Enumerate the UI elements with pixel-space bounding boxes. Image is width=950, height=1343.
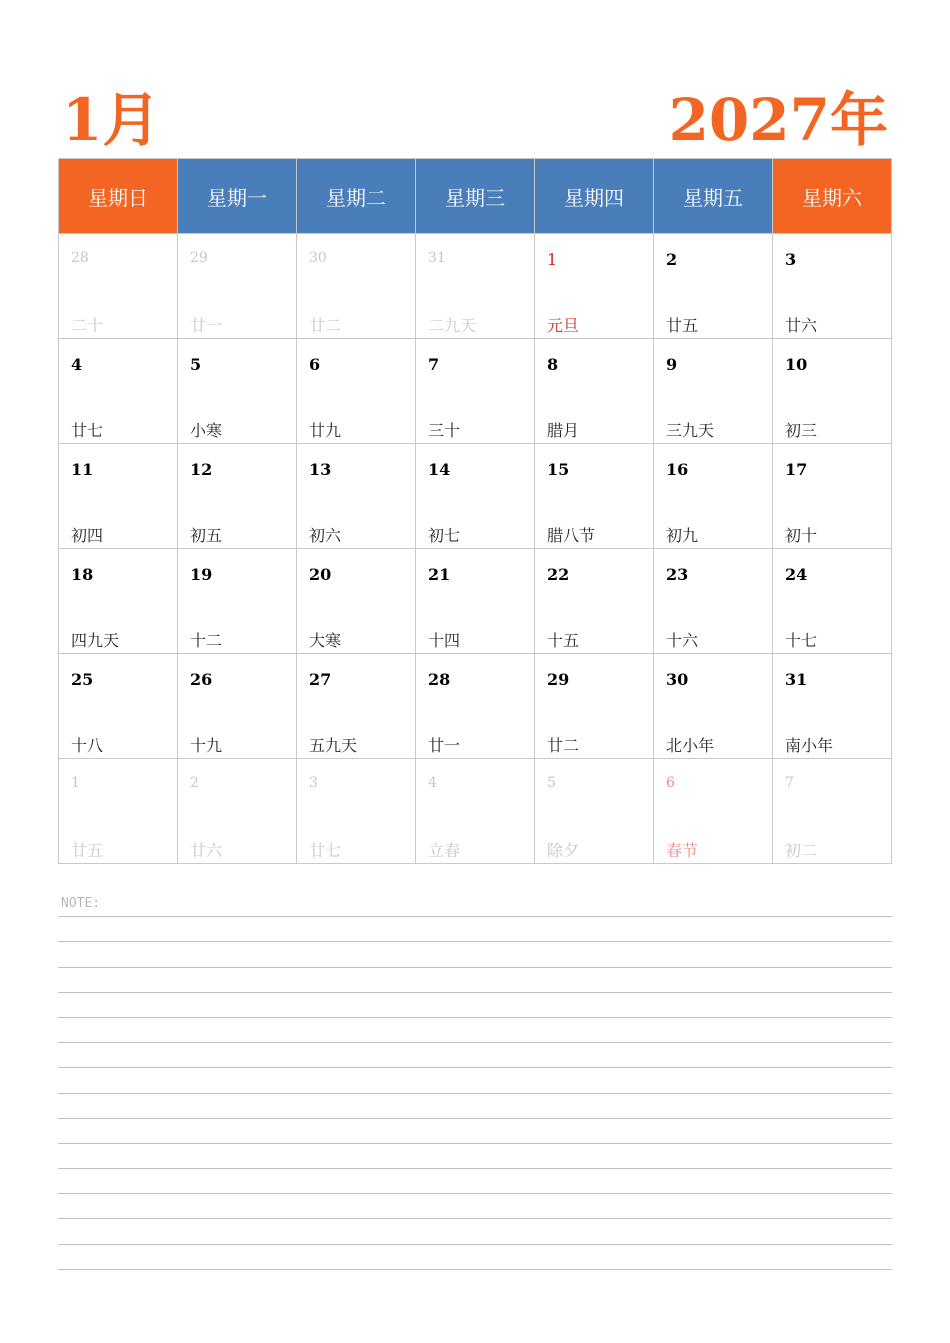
weekday-header-sunday: 星期日 (59, 159, 178, 234)
day-cell[interactable] (297, 234, 416, 339)
lunar-date: 初四 (71, 526, 104, 545)
lunar-date: 初十 (785, 526, 818, 545)
lunar-date: 五九天 (309, 736, 358, 755)
day-cell[interactable] (59, 444, 178, 549)
note-line (58, 1043, 892, 1068)
lunar-date: 北小年 (666, 736, 715, 755)
day-cell[interactable] (59, 759, 178, 864)
weekday-header-row (59, 159, 892, 234)
day-number: 30 (666, 670, 689, 689)
day-cell[interactable] (773, 549, 892, 654)
day-number: 18 (71, 565, 94, 584)
weekday-header-tuesday: 星期二 (297, 159, 416, 234)
day-number: 4 (428, 775, 437, 791)
day-cell[interactable] (535, 339, 654, 444)
day-number: 11 (71, 460, 94, 479)
lunar-date: 廿一 (428, 736, 461, 755)
day-number: 31 (428, 250, 446, 266)
day-cell[interactable] (416, 339, 535, 444)
day-number: 1 (547, 250, 558, 269)
lunar-date: 大寒 (309, 631, 342, 650)
week-row (59, 444, 892, 549)
lunar-date: 十六 (666, 631, 699, 650)
day-cell[interactable] (654, 234, 773, 339)
day-cell[interactable] (297, 549, 416, 654)
lunar-date: 三十 (428, 421, 461, 440)
day-number: 7 (785, 775, 794, 791)
day-number: 1 (71, 775, 80, 791)
lunar-date: 廿五 (666, 316, 699, 335)
lunar-date: 十四 (428, 631, 461, 650)
day-cell[interactable] (178, 654, 297, 759)
day-number: 8 (547, 355, 559, 374)
day-number: 20 (309, 565, 332, 584)
day-cell[interactable] (535, 759, 654, 864)
lunar-date: 十二 (190, 631, 223, 650)
weekday-header-monday: 星期一 (178, 159, 297, 234)
day-number: 9 (666, 355, 678, 374)
day-cell[interactable] (297, 444, 416, 549)
day-cell[interactable] (178, 549, 297, 654)
day-cell[interactable] (178, 339, 297, 444)
lunar-date: 廿九 (309, 421, 342, 440)
day-cell[interactable] (416, 549, 535, 654)
day-number: 29 (547, 670, 570, 689)
lunar-date: 元旦 (547, 316, 580, 335)
lunar-date: 小寒 (190, 421, 223, 440)
note-line (58, 1144, 892, 1169)
week-row (59, 339, 892, 444)
day-cell[interactable] (297, 759, 416, 864)
lunar-date: 廿二 (309, 316, 342, 335)
day-number: 19 (190, 565, 213, 584)
lunar-date: 初六 (309, 526, 342, 545)
day-number: 22 (547, 565, 570, 584)
weekday-header-wednesday: 星期三 (416, 159, 535, 234)
day-cell[interactable] (416, 234, 535, 339)
day-cell[interactable] (178, 234, 297, 339)
note-line (58, 1245, 892, 1270)
day-cell[interactable] (59, 549, 178, 654)
week-row (59, 759, 892, 864)
week-row (59, 654, 892, 759)
day-number: 13 (309, 460, 332, 479)
note-line (58, 1169, 892, 1194)
note-line (58, 942, 892, 967)
day-number: 4 (71, 355, 83, 374)
day-number: 7 (428, 355, 440, 374)
lunar-date: 腊八节 (547, 526, 596, 545)
day-number: 3 (785, 250, 797, 269)
day-cell[interactable] (178, 444, 297, 549)
day-cell[interactable] (59, 339, 178, 444)
day-cell[interactable] (773, 339, 892, 444)
note-line (58, 1094, 892, 1119)
note-line (58, 993, 892, 1018)
lunar-date: 初二 (785, 841, 818, 860)
week-row (59, 234, 892, 339)
lunar-date: 初五 (190, 526, 223, 545)
lunar-date: 春节 (666, 841, 699, 860)
lunar-date: 立春 (428, 841, 461, 860)
note-line (58, 1219, 892, 1244)
day-number: 14 (428, 460, 451, 479)
notes-area (58, 892, 892, 1270)
day-number: 31 (785, 670, 808, 689)
lunar-date: 三九天 (666, 421, 715, 440)
lunar-date: 二九天 (428, 316, 477, 335)
weekday-header-friday: 星期五 (654, 159, 773, 234)
day-number: 3 (309, 775, 318, 791)
lunar-date: 廿七 (309, 841, 342, 860)
note-line (58, 892, 892, 917)
day-cell[interactable] (535, 234, 654, 339)
day-number: 21 (428, 565, 451, 584)
day-cell[interactable] (416, 654, 535, 759)
lunar-date: 十九 (190, 736, 223, 755)
day-number: 17 (785, 460, 808, 479)
day-number: 23 (666, 565, 689, 584)
day-number: 24 (785, 565, 808, 584)
day-cell[interactable] (535, 654, 654, 759)
lunar-date: 初七 (428, 526, 461, 545)
lunar-date: 廿一 (190, 316, 223, 335)
note-label: NOTE: (61, 896, 101, 911)
lunar-date: 腊月 (547, 421, 580, 440)
note-line (58, 1194, 892, 1219)
day-cell[interactable] (773, 654, 892, 759)
week-row (59, 549, 892, 654)
lunar-date: 廿二 (547, 736, 580, 755)
day-cell[interactable] (416, 759, 535, 864)
day-cell[interactable] (297, 339, 416, 444)
lunar-date: 廿六 (190, 841, 223, 860)
day-cell[interactable] (654, 654, 773, 759)
day-cell[interactable] (59, 654, 178, 759)
lunar-date: 廿五 (71, 841, 104, 860)
lunar-date: 廿七 (71, 421, 104, 440)
day-number: 16 (666, 460, 689, 479)
lunar-date: 四九天 (71, 631, 120, 650)
lunar-date: 十八 (71, 736, 104, 755)
note-line (58, 917, 892, 942)
day-number: 30 (309, 250, 327, 266)
day-cell[interactable] (535, 549, 654, 654)
day-cell[interactable] (59, 234, 178, 339)
lunar-date: 十五 (547, 631, 580, 650)
day-cell[interactable] (773, 759, 892, 864)
day-cell[interactable] (773, 234, 892, 339)
note-line (58, 1119, 892, 1144)
day-number: 26 (190, 670, 213, 689)
lunar-date: 十七 (785, 631, 818, 650)
day-number: 6 (309, 355, 321, 374)
day-number: 10 (785, 355, 808, 374)
day-number: 28 (428, 670, 451, 689)
day-number: 6 (666, 775, 675, 791)
day-number: 12 (190, 460, 213, 479)
weekday-header-saturday: 星期六 (773, 159, 892, 234)
day-cell[interactable] (297, 654, 416, 759)
day-number: 2 (666, 250, 678, 269)
day-number: 5 (547, 775, 556, 791)
day-cell[interactable] (416, 444, 535, 549)
lunar-date: 除夕 (547, 841, 580, 860)
lunar-date: 廿六 (785, 316, 818, 335)
day-number: 2 (190, 775, 199, 791)
weekday-header-thursday: 星期四 (535, 159, 654, 234)
note-line (58, 1018, 892, 1043)
day-number: 25 (71, 670, 94, 689)
month-title: 1月 (62, 86, 161, 154)
lunar-date: 初九 (666, 526, 699, 545)
day-number: 27 (309, 670, 332, 689)
day-cell[interactable] (654, 759, 773, 864)
day-cell[interactable] (654, 444, 773, 549)
day-number: 28 (71, 250, 89, 266)
year-title: 2027年 (668, 86, 888, 154)
day-cell[interactable] (654, 549, 773, 654)
day-cell[interactable] (178, 759, 297, 864)
note-line (58, 968, 892, 993)
lunar-date: 南小年 (785, 736, 834, 755)
day-number: 29 (190, 250, 208, 266)
note-line (58, 1068, 892, 1093)
lunar-date: 二十 (71, 316, 104, 335)
day-number: 15 (547, 460, 570, 479)
calendar-grid (58, 158, 892, 864)
day-cell[interactable] (773, 444, 892, 549)
day-cell[interactable] (654, 339, 773, 444)
day-cell[interactable] (535, 444, 654, 549)
day-number: 5 (190, 355, 202, 374)
lunar-date: 初三 (785, 421, 818, 440)
